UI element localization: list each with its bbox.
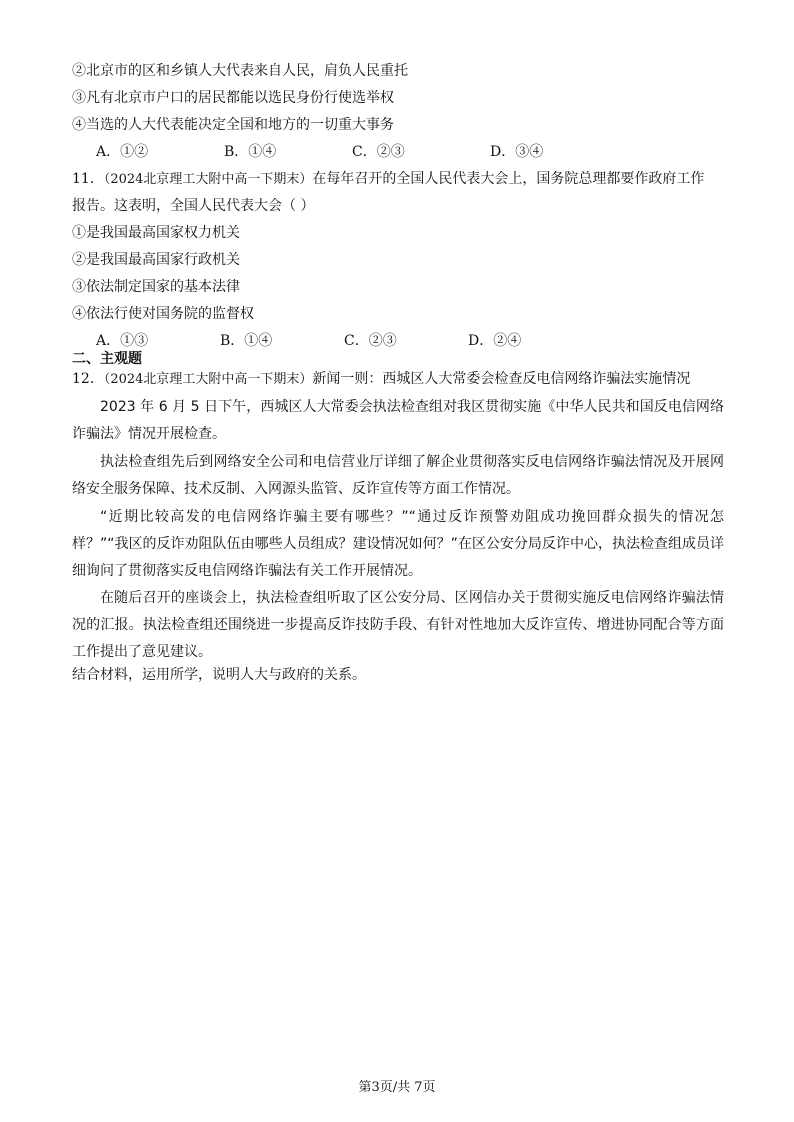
q11-option-d: D．②④ <box>468 333 522 349</box>
q12-prompt: 结合材料，运用所学，说明人大与政府的关系。 <box>72 667 366 683</box>
q12-number: 12． <box>72 371 104 387</box>
q12-header <box>72 369 690 390</box>
statement-3: ③凡有北京市户口的居民都能以选民身份行使选举权 <box>72 90 394 106</box>
q12-paragraph-2: 执法检查组先后到网络安全公司和电信营业厅详细了解企业贯彻落实反电信网络诈骗法情况及开展网络安全服务保障、技术反制、入网源头监管、反诈宣传等方面工作情况。 <box>72 454 724 497</box>
page-number: 第3页/共 7页 <box>358 1080 436 1095</box>
q12-headline: 新闻一则：西城区人大常委会检查反电信网络诈骗法实施情况 <box>312 371 691 387</box>
q12-paragraph-3: “近期比较高发的电信网络诈骗主要有哪些？”“通过反诈预警劝阻成功挽回群众损失的情况怎样？”“我区的反诈劝阻队伍由哪些人员组成？建设情况如何？”在区公安分局反诈中心，执法检查组成员详细询问了贯彻落实反电信网络诈骗法有关工作开展情况。 <box>72 509 724 579</box>
q11-number: 11． <box>72 171 104 187</box>
q11-stem-line2: 报告。这表明，全国人民代表大会（ ） <box>72 198 315 214</box>
q11-option-a: A．①③ <box>96 333 149 349</box>
option-a: A．①② <box>96 144 149 160</box>
section-heading: 二、主观题 <box>72 351 142 367</box>
q12-source: （2024北京理工大附中高一下期末） <box>103 372 313 387</box>
option-b: B．①④ <box>224 144 277 160</box>
q12-paragraph-4: 在随后召开的座谈会上，执法检查组听取了区公安分局、区网信办关于贯彻实施反电信网络诈骗法情况的汇报。执法检查组还围绕进一步提高反诈技防手段、有针对性地加大反诈宣传、增进协同配合等方面工作提出了意见建议。 <box>72 590 724 660</box>
q11-statement-3: ③依法制定国家的基本法律 <box>72 279 240 295</box>
q11-statement-4: ④依法行使对国务院的监督权 <box>72 306 254 322</box>
q11-statement-1: ①是我国最高国家权力机关 <box>72 225 240 241</box>
q11-stem-line1: 在每年召开的全国人民代表大会上，国务院总理都要作政府工作 <box>312 171 705 187</box>
statement-4: ④当选的人大代表能决定全国和地方的一切重大事务 <box>72 117 394 133</box>
q11-source: （2024北京理工大附中高一下期末） <box>103 172 313 187</box>
q11-statement-2: ②是我国最高国家行政机关 <box>72 252 240 268</box>
option-c: C．②③ <box>352 144 405 160</box>
option-d: D．③④ <box>490 144 544 160</box>
q12-paragraph-1: 2023 年 6 月 5 日下午，西城区人大常委会执法检查组对我区贯彻实施《中华人民共和国反电信网络诈骗法》情况开展检查。 <box>72 399 724 442</box>
q11-options-row <box>96 331 521 351</box>
q11-stem <box>72 169 704 190</box>
statement-2: ②北京市的区和乡镇人大代表来自人民，肩负人民重托 <box>72 63 408 79</box>
options-row <box>96 142 543 162</box>
q11-option-c: C．②③ <box>344 333 397 349</box>
q11-option-b: B．①④ <box>220 333 273 349</box>
